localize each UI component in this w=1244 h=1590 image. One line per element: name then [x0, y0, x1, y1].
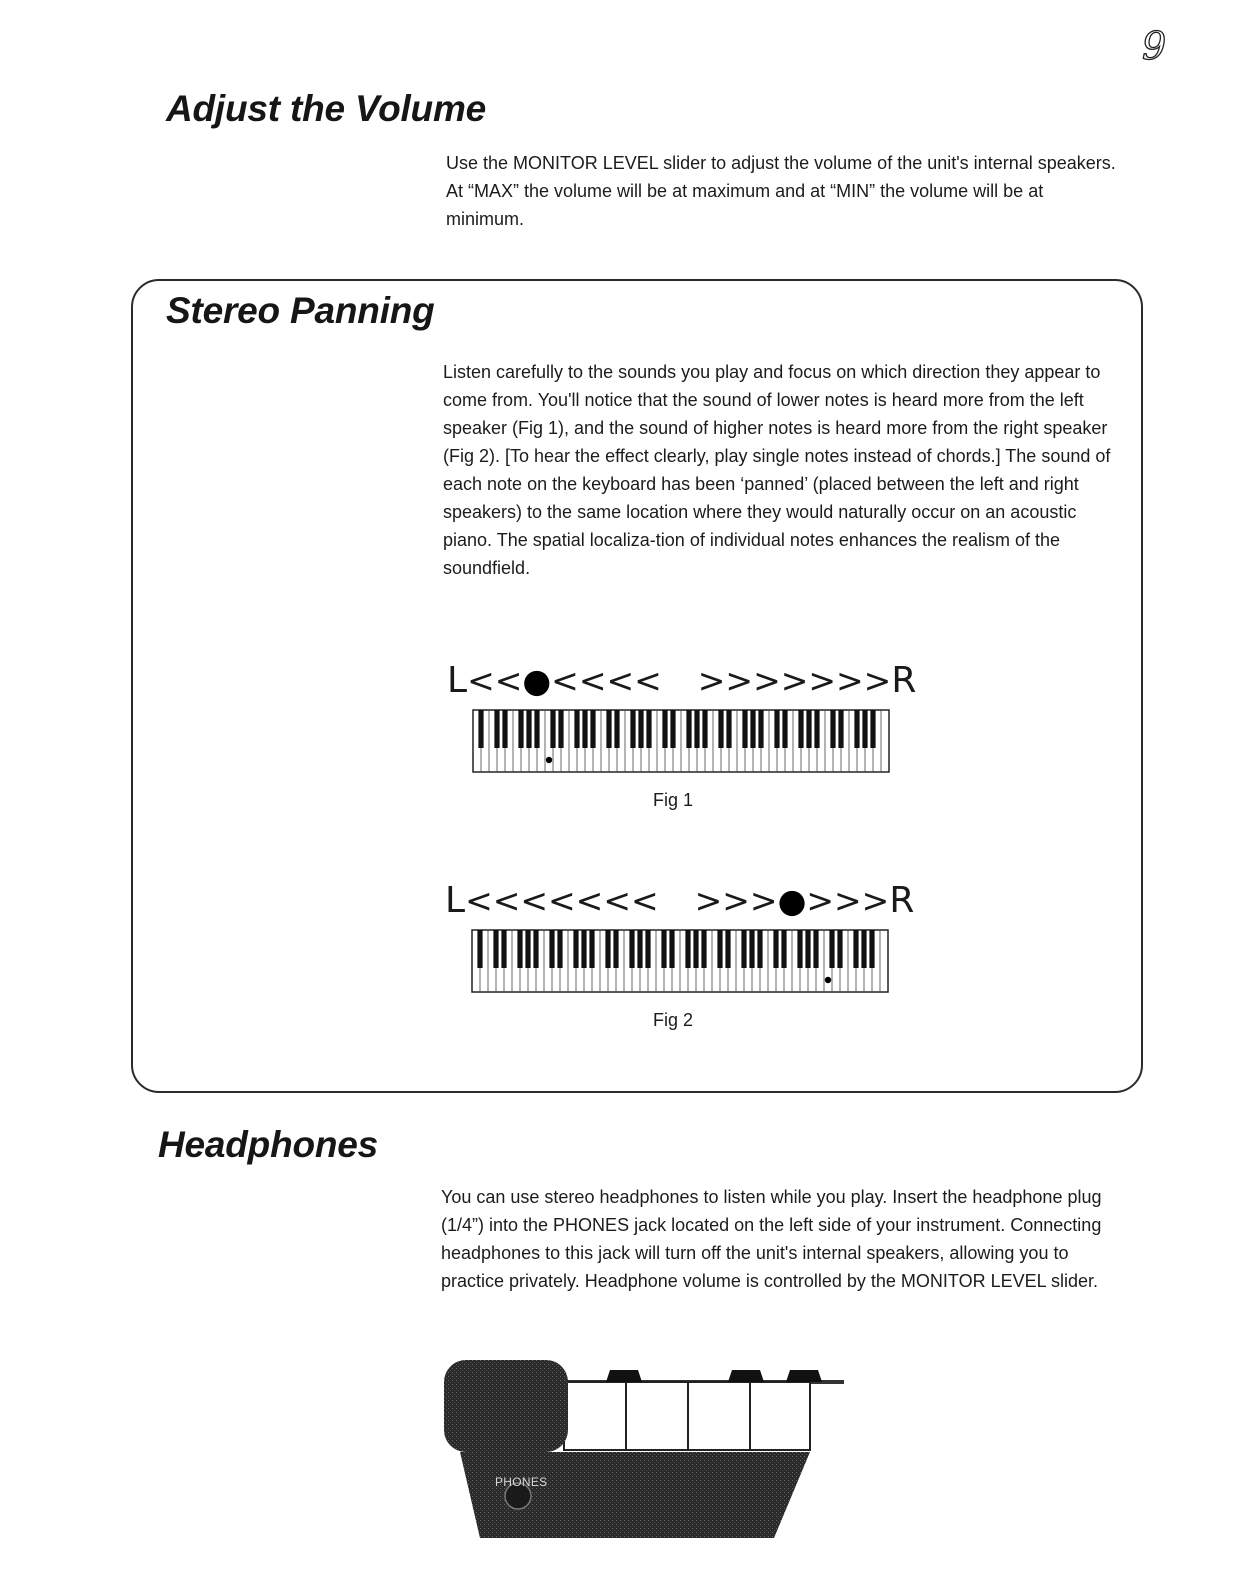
right-arrows: >>>>>>>: [697, 661, 892, 700]
figure-2: [445, 880, 925, 990]
black-key: [726, 710, 731, 748]
black-key: [630, 710, 635, 748]
right-arrows: >>>: [694, 881, 778, 920]
left-arrows: <<<<<<<: [465, 881, 659, 920]
black-key: [614, 710, 619, 748]
left-speaker-label: L: [445, 880, 466, 921]
black-key: [830, 710, 835, 748]
black-key: [693, 930, 698, 968]
black-key: [502, 710, 507, 748]
black-key: [525, 930, 530, 968]
black-key: [774, 710, 779, 748]
white-keys: [564, 1382, 810, 1450]
black-key: [749, 930, 754, 968]
black-key: [558, 710, 563, 748]
black-key: [606, 710, 611, 748]
black-key: [526, 710, 531, 748]
stereo-panning-paragraph: Listen carefully to the sounds you play and focus on which direction they appear to come from. You'll notice that the sound of lower notes is heard more from the left speaker (Fig 1), and the sound of higher notes is heard more from the right speaker (Fig 2). [To hear the effect clearly, play single notes instead of chords.] The sound of each note on the keyboard has been ‘panned’ (placed between the left and right speakers) to the same location where they would naturally occur on an acoustic piano. The spatial localiza-tion of individual notes enhances the realism of the soundfield.: [443, 362, 1111, 578]
black-key: [574, 710, 579, 748]
black-key: [853, 930, 858, 968]
black-key: [854, 710, 859, 748]
headphone-jack-illustration: [444, 1360, 854, 1550]
black-key: [837, 930, 842, 968]
black-key: [613, 930, 618, 968]
black-key: [861, 930, 866, 968]
black-key: [533, 930, 538, 968]
left-speaker-label: L: [447, 660, 468, 701]
black-key: [661, 930, 666, 968]
black-key: [589, 930, 594, 968]
black-key: [758, 710, 763, 748]
black-key: [517, 930, 522, 968]
black-key: [534, 710, 539, 748]
played-note-dot: [825, 977, 831, 983]
black-key: [478, 710, 483, 748]
black-key: [773, 930, 778, 968]
black-key: [829, 930, 834, 968]
black-key: [694, 710, 699, 748]
black-key: [718, 710, 723, 748]
piano-keyboard-diagram: [470, 928, 890, 994]
black-key: [805, 930, 810, 968]
black-key: [838, 710, 843, 748]
black-key: [686, 710, 691, 748]
pan-position-marker: ●: [522, 661, 552, 700]
black-key: [750, 710, 755, 748]
black-key: [797, 930, 802, 968]
piano-keyboard-diagram: [471, 708, 891, 774]
black-key: [813, 930, 818, 968]
black-key: [717, 930, 722, 968]
black-key: [725, 930, 730, 968]
black-key: [701, 930, 706, 968]
volume-paragraph: Use the MONITOR LEVEL slider to adjust the volume of the unit's internal speakers. At “MAX” the volume will be at maximum and at “MIN” the volume will be at minimum.: [446, 153, 1116, 229]
pan-position-marker: ●: [777, 881, 807, 920]
black-key: [742, 710, 747, 748]
right-speaker-label: R: [891, 660, 917, 701]
black-key: [581, 930, 586, 968]
end-cap: [444, 1360, 568, 1452]
headphones-heading: Headphones: [158, 1124, 379, 1165]
black-key: [629, 930, 634, 968]
phones-jack-label: PHONES: [495, 1475, 548, 1489]
black-key: [501, 930, 506, 968]
black-key: [670, 710, 675, 748]
black-key: [806, 710, 811, 748]
headphones-paragraph: You can use stereo headphones to listen while you play. Insert the headphone plug (1/4”) into the PHONES jack located on the left side of your instrument. Connecting headphones to this jack will turn off the unit's internal speakers, allowing you to practice privately. Headphone volume is controlled by the MONITOR LEVEL slider.: [441, 1187, 1102, 1291]
black-key: [549, 930, 554, 968]
black-key: [573, 930, 578, 968]
black-key: [550, 710, 555, 748]
black-key: [645, 930, 650, 968]
black-key: [869, 930, 874, 968]
black-key: [702, 710, 707, 748]
right-arrows-after: >>>: [806, 881, 890, 920]
pan-indicator-left-low: [447, 660, 916, 701]
black-key: [798, 710, 803, 748]
black-key: [685, 930, 690, 968]
black-key: [637, 930, 642, 968]
figure-1: [447, 660, 927, 770]
figure-2-caption: Fig 2: [653, 1010, 694, 1030]
black-key: [662, 710, 667, 748]
black-key: [590, 710, 595, 748]
black-key: [741, 930, 746, 968]
black-key: [582, 710, 587, 748]
played-note-dot: [546, 757, 552, 763]
volume-heading: Adjust the Volume: [166, 88, 487, 129]
black-key: [669, 930, 674, 968]
left-arrows: <<: [467, 661, 523, 700]
black-key: [782, 710, 787, 748]
page-number: 9: [1142, 24, 1167, 68]
stereo-panning-heading: Stereo Panning: [166, 290, 435, 331]
black-key: [605, 930, 610, 968]
pan-indicator-right-high: [445, 880, 914, 921]
black-key: [862, 710, 867, 748]
black-key: [757, 930, 762, 968]
figure-1-caption: Fig 1: [653, 790, 694, 810]
black-key: [814, 710, 819, 748]
black-key: [494, 710, 499, 748]
black-key: [781, 930, 786, 968]
left-arrows-after: <<<<: [551, 661, 662, 700]
black-key: [646, 710, 651, 748]
right-speaker-label: R: [889, 880, 915, 921]
black-key: [493, 930, 498, 968]
black-key: [557, 930, 562, 968]
black-key: [477, 930, 482, 968]
black-key: [870, 710, 875, 748]
black-key: [638, 710, 643, 748]
black-key: [518, 710, 523, 748]
